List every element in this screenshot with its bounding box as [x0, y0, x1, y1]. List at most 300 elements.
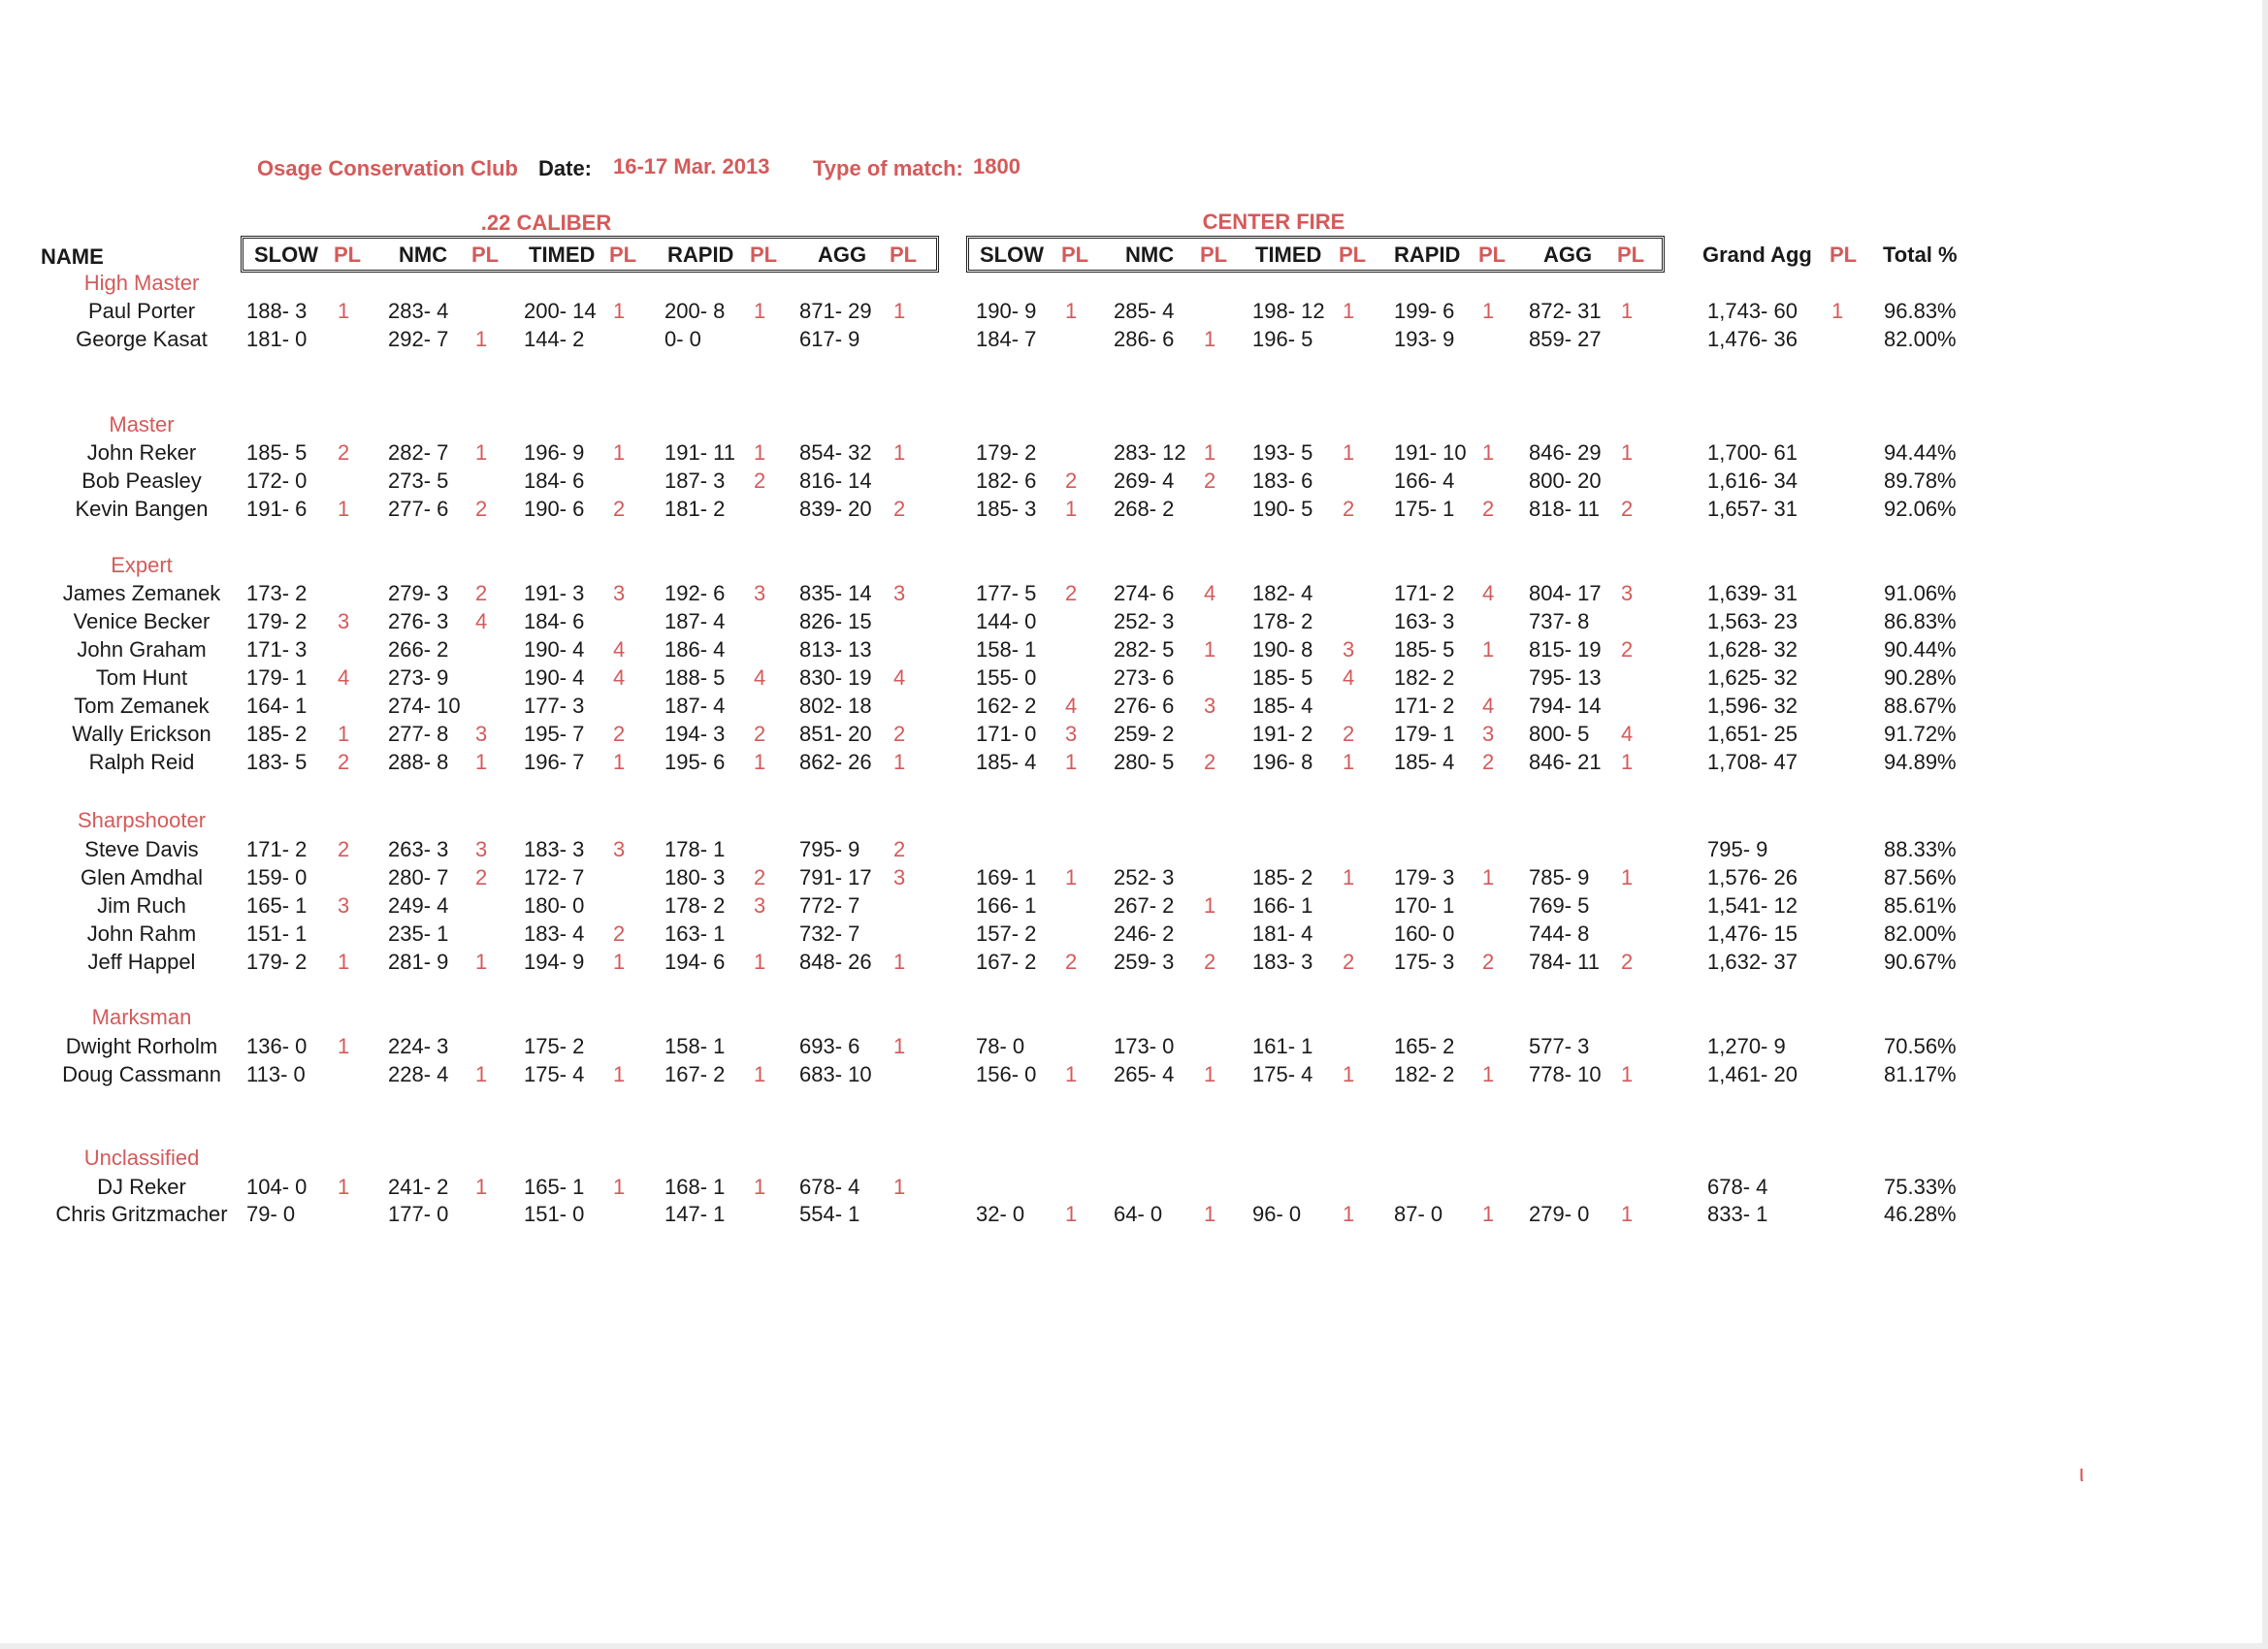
score-cell: 183- 3: [1252, 950, 1313, 974]
place-cell: 3: [613, 581, 626, 605]
score-cell: 804- 17: [1529, 581, 1602, 605]
place-cell: 2: [754, 722, 766, 746]
score-cell: 188- 5: [664, 665, 726, 690]
total-pct-cell: 91.72%: [1884, 722, 1957, 746]
place-cell: 2: [338, 750, 350, 774]
score-cell: 179- 2: [246, 609, 308, 633]
place-cell: 2: [893, 497, 906, 521]
place-cell: 1: [338, 950, 350, 974]
total-pct-cell: 87.56%: [1884, 865, 1957, 889]
place-cell: 3: [893, 865, 906, 889]
place-cell: 2: [754, 865, 766, 889]
place-cell: 1: [338, 1175, 350, 1199]
match-type-value: 1800: [973, 154, 1021, 178]
group-22-caliber: .22 CALIBER: [480, 210, 612, 235]
score-cell: 276- 3: [388, 609, 449, 633]
score-cell: 191- 6: [246, 497, 308, 521]
score-cell: 794- 14: [1529, 694, 1602, 718]
score-cell: 292- 7: [388, 327, 449, 351]
score-cell: 32- 0: [976, 1202, 1025, 1226]
score-cell: 182- 4: [1252, 581, 1313, 605]
score-cell: 277- 6: [388, 497, 449, 521]
place-cell: 1: [475, 327, 488, 351]
score-cell: 800- 5: [1529, 722, 1590, 746]
score-cell: 180- 3: [664, 865, 726, 889]
place-cell: 1: [1343, 440, 1355, 465]
place-cell: 4: [1065, 694, 1078, 718]
total-pct-cell: 81.17%: [1884, 1062, 1957, 1086]
header-cf-agg: AGG: [1543, 242, 1593, 267]
score-cell: 0- 0: [664, 327, 701, 351]
score-cell: 155- 0: [976, 665, 1037, 690]
place-cell: 3: [1621, 581, 1634, 605]
score-cell: 183- 6: [1252, 469, 1313, 493]
place-cell: 1: [1343, 750, 1355, 774]
score-cell: 185- 3: [976, 497, 1037, 521]
score-cell: 818- 11: [1529, 497, 1600, 521]
place-cell: 4: [613, 665, 626, 690]
place-cell: 1: [754, 950, 766, 974]
score-cell: 185- 2: [1252, 865, 1313, 889]
score-cell: 259- 2: [1114, 722, 1175, 746]
score-cell: 166- 1: [1252, 893, 1313, 918]
score-cell: 185- 4: [976, 750, 1037, 774]
score-cell: 179- 3: [1394, 865, 1455, 889]
score-cell: 196- 9: [524, 440, 585, 465]
competitor-name: Bob Peasley: [81, 469, 202, 493]
header-grand-pl: PL: [1830, 242, 1858, 267]
score-cell: 848- 26: [799, 950, 872, 974]
place-cell: 2: [613, 922, 626, 946]
grand-agg-cell: 678- 4: [1707, 1175, 1768, 1199]
place-cell: 1: [754, 299, 766, 323]
place-cell: 2: [1621, 637, 1634, 662]
score-cell: 274- 10: [388, 694, 461, 718]
place-cell: 2: [475, 497, 488, 521]
score-cell: 144- 2: [524, 327, 585, 351]
place-cell: 2: [1343, 497, 1355, 521]
score-cell: 182- 2: [1394, 1062, 1455, 1086]
score-cell: 171- 2: [1394, 581, 1455, 605]
place-cell: 4: [475, 609, 488, 633]
place-cell: 1: [1482, 637, 1495, 662]
score-cell: 96- 0: [1252, 1202, 1302, 1226]
score-cell: 175- 4: [1252, 1062, 1313, 1086]
score-cell: 171- 0: [976, 722, 1037, 746]
competitor-name: James Zemanek: [62, 581, 221, 605]
score-cell: 185- 4: [1394, 750, 1455, 774]
score-cell: 180- 0: [524, 893, 585, 918]
place-cell: 1: [613, 950, 626, 974]
total-pct-cell: 75.33%: [1884, 1175, 1957, 1199]
competitor-name: Jim Ruch: [97, 893, 186, 918]
score-cell: 554- 1: [799, 1202, 860, 1226]
place-cell: 4: [1343, 665, 1355, 690]
score-cell: 194- 6: [664, 950, 726, 974]
score-cell: 249- 4: [388, 893, 449, 918]
competitor-name: Ralph Reid: [88, 750, 195, 774]
place-cell: 1: [893, 1034, 906, 1058]
score-cell: 178- 2: [1252, 609, 1313, 633]
score-cell: 166- 4: [1394, 469, 1455, 493]
score-cell: 693- 6: [799, 1034, 860, 1058]
class-label: Master: [109, 412, 175, 436]
score-cell: 185- 4: [1252, 694, 1313, 718]
score-cell: 283- 4: [388, 299, 449, 323]
score-cell: 178- 2: [664, 893, 726, 918]
score-cell: 252- 3: [1114, 865, 1175, 889]
score-cell: 273- 5: [388, 469, 449, 493]
place-cell: 4: [754, 665, 766, 690]
place-cell: 4: [1621, 722, 1634, 746]
score-cell: 188- 3: [246, 299, 308, 323]
header-cf-rapid: RAPID: [1394, 242, 1461, 267]
competitor-name: Dwight Rorholm: [65, 1034, 218, 1058]
score-cell: 269- 4: [1114, 469, 1175, 493]
score-cell: 196- 8: [1252, 750, 1313, 774]
place-cell: 1: [1204, 1202, 1216, 1226]
score-cell: 167- 2: [976, 950, 1037, 974]
score-cell: 162- 2: [976, 694, 1037, 718]
competitor-name: Jeff Happel: [87, 950, 196, 974]
score-cell: 281- 9: [388, 950, 449, 974]
place-cell: 1: [613, 440, 626, 465]
score-cell: 826- 15: [799, 609, 872, 633]
total-pct-cell: 90.67%: [1884, 950, 1957, 974]
competitor-name: Chris Gritzmacher: [55, 1202, 228, 1226]
score-cell: 147- 1: [664, 1202, 726, 1226]
competitor-name: John Rahm: [86, 922, 197, 946]
score-cell: 274- 6: [1114, 581, 1175, 605]
place-cell: 2: [1065, 581, 1078, 605]
score-cell: 191- 2: [1252, 722, 1313, 746]
place-cell: 1: [613, 750, 626, 774]
score-cell: 178- 1: [664, 837, 726, 861]
score-cell: 191- 3: [524, 581, 585, 605]
place-cell: 1: [754, 750, 766, 774]
header-22-rapid: RAPID: [667, 242, 734, 267]
score-cell: 816- 14: [799, 469, 872, 493]
score-cell: 815- 19: [1529, 637, 1602, 662]
score-cell: 200- 8: [664, 299, 726, 323]
place-cell: 2: [338, 837, 350, 861]
header-22-nmc-pl: PL: [471, 242, 500, 267]
place-cell: 3: [475, 837, 488, 861]
score-cell: 185- 5: [1252, 665, 1313, 690]
place-cell: 1: [1621, 440, 1634, 465]
score-cell: 851- 20: [799, 722, 872, 746]
score-cell: 113- 0: [246, 1062, 306, 1086]
competitor-name: Steve Davis: [84, 837, 199, 861]
place-cell: 1: [1065, 865, 1078, 889]
class-label: Expert: [111, 553, 173, 577]
club-name: Osage Conservation Club: [257, 156, 518, 180]
place-cell: 2: [1482, 950, 1495, 974]
score-cell: 177- 3: [524, 694, 585, 718]
score-cell: 184- 7: [976, 327, 1037, 351]
header-cf-timed-pl: PL: [1339, 242, 1367, 267]
score-cell: 170- 1: [1394, 893, 1455, 918]
score-cell: 159- 0: [246, 865, 308, 889]
place-cell: 3: [613, 837, 626, 861]
score-cell: 187- 4: [664, 694, 726, 718]
header-22-slow-pl: PL: [334, 242, 362, 267]
header-grand-agg: Grand Agg: [1702, 242, 1812, 267]
score-cell: 172- 0: [246, 469, 308, 493]
score-cell: 282- 5: [1114, 637, 1175, 662]
score-cell: 192- 6: [664, 581, 726, 605]
class-label: Marksman: [91, 1005, 192, 1029]
place-cell: 1: [1343, 1202, 1355, 1226]
competitor-name: George Kasat: [76, 327, 208, 351]
total-pct-cell: 91.06%: [1884, 581, 1957, 605]
place-cell: 1: [1343, 1062, 1355, 1086]
score-cell: 190- 9: [976, 299, 1037, 323]
place-cell: 3: [1204, 694, 1216, 718]
header-22-rapid-pl: PL: [750, 242, 778, 267]
header-22-timed: TIMED: [529, 242, 596, 267]
place-cell: 1: [1065, 750, 1078, 774]
score-cell: 273- 9: [388, 665, 449, 690]
score-cell: 228- 4: [388, 1062, 449, 1086]
total-pct-cell: 90.28%: [1884, 665, 1957, 690]
header-22-agg-pl: PL: [890, 242, 918, 267]
score-cell: 280- 5: [1114, 750, 1175, 774]
score-cell: 846- 21: [1529, 750, 1602, 774]
total-pct-cell: 88.33%: [1884, 837, 1957, 861]
total-pct-cell: 89.78%: [1884, 469, 1957, 493]
class-label: Sharpshooter: [77, 808, 207, 832]
score-cell: 839- 20: [799, 497, 872, 521]
score-cell: 179- 1: [246, 665, 308, 690]
place-cell: 2: [1482, 497, 1495, 521]
place-cell: 2: [1204, 469, 1216, 493]
place-cell: 3: [1482, 722, 1495, 746]
place-cell: 1: [1482, 865, 1495, 889]
score-cell: 813- 13: [799, 637, 872, 662]
score-cell: 163- 1: [664, 922, 726, 946]
grand-agg-cell: 1,461- 20: [1707, 1062, 1798, 1086]
score-cell: 161- 1: [1252, 1034, 1313, 1058]
score-cell: 194- 9: [524, 950, 585, 974]
score-cell: 185- 5: [1394, 637, 1455, 662]
competitor-name: DJ Reker: [97, 1175, 186, 1199]
score-cell: 280- 7: [388, 865, 449, 889]
place-cell: 1: [475, 750, 488, 774]
class-label: High Master: [83, 271, 200, 295]
place-cell: 1: [893, 440, 906, 465]
score-cell: 785- 9: [1529, 865, 1590, 889]
score-cell: 802- 18: [799, 694, 872, 718]
grand-agg-cell: 1,576- 26: [1707, 865, 1798, 889]
total-pct-cell: 46.28%: [1884, 1202, 1957, 1226]
score-cell: 64- 0: [1114, 1202, 1163, 1226]
score-cell: 186- 4: [664, 637, 726, 662]
score-cell: 191- 10: [1394, 440, 1467, 465]
score-cell: 224- 3: [388, 1034, 449, 1058]
score-cell: 252- 3: [1114, 609, 1175, 633]
match-type-label: Type of match:: [813, 156, 963, 180]
place-cell: 2: [1343, 950, 1355, 974]
score-cell: 846- 29: [1529, 440, 1602, 465]
score-cell: 872- 31: [1529, 299, 1602, 323]
grand-agg-cell: 1,476- 36: [1707, 327, 1798, 351]
place-cell: 1: [1065, 299, 1078, 323]
score-cell: 151- 1: [246, 922, 308, 946]
total-pct-cell: 88.67%: [1884, 694, 1957, 718]
place-cell: 2: [338, 440, 350, 465]
score-cell: 267- 2: [1114, 893, 1175, 918]
score-cell: 181- 0: [246, 327, 308, 351]
competitor-name: Glen Amdhal: [81, 865, 203, 889]
score-cell: 187- 4: [664, 609, 726, 633]
score-cell: 859- 27: [1529, 327, 1602, 351]
place-cell: 1: [1065, 1202, 1078, 1226]
grand-agg-cell: 795- 9: [1707, 837, 1768, 861]
score-cell: 195- 7: [524, 722, 585, 746]
place-cell: 1: [1204, 893, 1216, 918]
score-cell: 168- 1: [664, 1175, 726, 1199]
place-cell: 3: [754, 581, 766, 605]
total-pct-cell: 82.00%: [1884, 922, 1957, 946]
place-cell: 1: [1482, 1062, 1495, 1086]
score-cell: 795- 13: [1529, 665, 1602, 690]
place-cell: 3: [1065, 722, 1078, 746]
total-pct-cell: 90.44%: [1884, 637, 1957, 662]
total-pct-cell: 96.83%: [1884, 299, 1957, 323]
place-cell: 2: [893, 722, 906, 746]
date-value: 16-17 Mar. 2013: [613, 154, 770, 178]
grand-agg-cell: 1,628- 32: [1707, 637, 1798, 662]
score-cell: 182- 2: [1394, 665, 1455, 690]
place-cell: 1: [1343, 865, 1355, 889]
score-cell: 778- 10: [1529, 1062, 1602, 1086]
header-total-pct: Total %: [1883, 242, 1958, 267]
score-cell: 163- 3: [1394, 609, 1455, 633]
score-cell: 79- 0: [246, 1202, 296, 1226]
place-cell: 2: [754, 469, 766, 493]
place-cell: 2: [1065, 950, 1078, 974]
score-cell: 181- 4: [1252, 922, 1313, 946]
place-cell: 2: [1482, 750, 1495, 774]
score-cell: 179- 2: [246, 950, 308, 974]
header-22-timed-pl: PL: [609, 242, 637, 267]
place-cell: 2: [1621, 497, 1634, 521]
date-label: Date:: [538, 156, 593, 180]
place-cell: 2: [1065, 469, 1078, 493]
total-pct-cell: 94.89%: [1884, 750, 1957, 774]
place-cell: 2: [613, 497, 626, 521]
score-cell: 285- 4: [1114, 299, 1175, 323]
competitor-name: John Reker: [86, 440, 197, 465]
place-cell: 1: [893, 750, 906, 774]
score-cell: 769- 5: [1529, 893, 1590, 918]
place-cell: 1: [754, 1062, 766, 1086]
place-cell: 2: [613, 722, 626, 746]
score-cell: 795- 9: [799, 837, 860, 861]
place-cell: 1: [893, 1175, 906, 1199]
score-cell: 241- 2: [388, 1175, 449, 1199]
score-cell: 167- 2: [664, 1062, 726, 1086]
place-cell: 4: [893, 665, 906, 690]
grand-agg-cell: 1,708- 47: [1707, 750, 1798, 774]
place-cell: 1: [475, 1175, 488, 1199]
total-pct-cell: 92.06%: [1884, 497, 1957, 521]
header-22-agg: AGG: [818, 242, 867, 267]
grand-agg-cell: 1,632- 37: [1707, 950, 1798, 974]
score-cell: 158- 1: [976, 637, 1037, 662]
score-cell: 166- 1: [976, 893, 1037, 918]
place-cell: 1: [1343, 299, 1355, 323]
grand-place-cell: 1: [1831, 299, 1844, 323]
place-cell: 4: [1482, 694, 1495, 718]
place-cell: 4: [338, 665, 350, 690]
score-cell: 177- 5: [976, 581, 1037, 605]
score-cell: 187- 3: [664, 469, 726, 493]
place-cell: 4: [1204, 581, 1216, 605]
place-cell: 2: [475, 865, 488, 889]
place-cell: 1: [1621, 865, 1634, 889]
score-cell: 871- 29: [799, 299, 872, 323]
place-cell: 4: [613, 637, 626, 662]
score-cell: 173- 2: [246, 581, 308, 605]
score-cell: 184- 6: [524, 469, 585, 493]
place-cell: 2: [1343, 722, 1355, 746]
grand-agg-cell: 1,596- 32: [1707, 694, 1798, 718]
score-cell: 830- 19: [799, 665, 872, 690]
score-cell: 191- 11: [664, 440, 735, 465]
competitor-name: Venice Becker: [73, 609, 211, 633]
header-cf-nmc-pl: PL: [1200, 242, 1228, 267]
score-cell: 87- 0: [1394, 1202, 1443, 1226]
place-cell: 1: [1065, 1062, 1078, 1086]
competitor-name: Tom Hunt: [95, 665, 188, 690]
place-cell: 1: [613, 1175, 626, 1199]
total-pct-cell: 86.83%: [1884, 609, 1957, 633]
score-cell: 195- 6: [664, 750, 726, 774]
score-cell: 136- 0: [246, 1034, 308, 1058]
score-cell: 268- 2: [1114, 497, 1175, 521]
grand-agg-cell: 1,563- 23: [1707, 609, 1798, 633]
place-cell: 1: [613, 299, 626, 323]
score-cell: 181- 2: [664, 497, 726, 521]
header-22-slow: SLOW: [254, 242, 318, 267]
place-cell: 1: [475, 1062, 488, 1086]
score-cell: 276- 6: [1114, 694, 1175, 718]
score-cell: 279- 0: [1529, 1202, 1590, 1226]
place-cell: 2: [475, 581, 488, 605]
score-cell: 277- 8: [388, 722, 449, 746]
page-bottom-edge: [0, 1643, 2268, 1649]
place-cell: 1: [1621, 1202, 1634, 1226]
grand-agg-cell: 1,639- 31: [1707, 581, 1798, 605]
place-cell: 4: [1482, 581, 1495, 605]
score-cell: 791- 17: [799, 865, 872, 889]
score-cell: 273- 6: [1114, 665, 1175, 690]
place-cell: 1: [475, 440, 488, 465]
score-cell: 185- 5: [246, 440, 308, 465]
header-cf-agg-pl: PL: [1617, 242, 1645, 267]
page-right-edge: [2262, 0, 2268, 1649]
score-cell: 617- 9: [799, 327, 860, 351]
score-cell: 198- 12: [1252, 299, 1325, 323]
place-cell: 3: [475, 722, 488, 746]
place-cell: 1: [1482, 440, 1495, 465]
score-cell: 193- 9: [1394, 327, 1455, 351]
place-cell: 1: [338, 497, 350, 521]
place-cell: 1: [338, 299, 350, 323]
score-cell: 577- 3: [1529, 1034, 1590, 1058]
